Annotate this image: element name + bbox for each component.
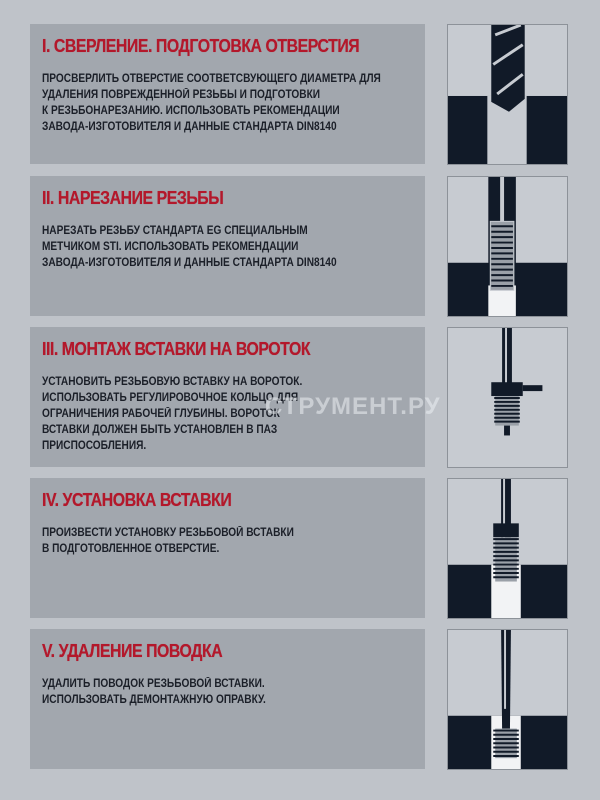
step-description-line: ЗАВОДА-ИЗГОТОВИТЕЛЯ И ДАННЫЕ СТАНДАРТА DIN8140 <box>42 121 337 133</box>
step-description-line: ОГРАНИЧЕНИЯ РАБОЧЕЙ ГЛУБИНЫ. ВОРОТОК <box>42 408 280 420</box>
step-panel <box>30 629 425 769</box>
step-description-line: ПРОИЗВЕСТИ УСТАНОВКУ РЕЗЬБОВОЙ ВСТАВКИ <box>42 527 294 539</box>
step-description-line: МЕТЧИКОМ STI. ИСПОЛЬЗОВАТЬ РЕКОМЕНДАЦИИ <box>42 241 299 253</box>
insert-installation-illustration <box>447 478 568 619</box>
step-description-line: ПРИСПОСОБЛЕНИЯ. <box>42 440 147 452</box>
step-title: II. НАРЕЗАНИЕ РЕЗЬБЫ <box>42 188 224 208</box>
tap-illustration <box>447 176 568 317</box>
watermark: СТРУМЕНТ.РУ <box>265 393 441 420</box>
step-title: V. УДАЛЕНИЕ ПОВОДКА <box>42 641 223 661</box>
step-description-line: УДАЛЕНИЯ ПОВРЕЖДЕННОЙ РЕЗЬБЫ И ПОДГОТОВКИ <box>42 89 321 101</box>
step-description-line: УСТАНОВИТЬ РЕЗЬБОВУЮ ВСТАВКУ НА ВОРОТОК. <box>42 376 303 388</box>
step-description-line: ИСПОЛЬЗОВАТЬ ДЕМОНТАЖНУЮ ОПРАВКУ. <box>42 694 266 706</box>
step-description-line: ЗАВОДА-ИЗГОТОВИТЕЛЯ И ДАННЫЕ СТАНДАРТА DIN8140 <box>42 257 337 269</box>
step-title: III. МОНТАЖ ВСТАВКИ НА ВОРОТОК <box>42 339 311 359</box>
drill-illustration <box>447 24 568 165</box>
insert-mounting-illustration <box>447 327 568 468</box>
step-panel <box>30 24 425 164</box>
step-description-line: УДАЛИТЬ ПОВОДОК РЕЗЬБОВОЙ ВСТАВКИ. <box>42 678 265 690</box>
step-description-line: ПРОСВЕРЛИТЬ ОТВЕРСТИЕ СООТВЕТСВУЮЩЕГО ДИАМЕТРА ДЛЯ <box>42 73 381 85</box>
step-title: I. СВЕРЛЕНИЕ. ПОДГОТОВКА ОТВЕРСТИЯ <box>42 36 360 56</box>
step-title: IV. УСТАНОВКА ВСТАВКИ <box>42 490 232 510</box>
step-description-line: ИСПОЛЬЗОВАТЬ РЕГУЛИРОВОЧНОЕ КОЛЬЦО ДЛЯ <box>42 392 299 404</box>
tang-removal-illustration <box>447 629 568 770</box>
step-description-line: В ПОДГОТОВЛЕННОЕ ОТВЕРСТИЕ. <box>42 543 220 555</box>
step-description-line: НАРЕЗАТЬ РЕЗЬБУ СТАНДАРТА EG СПЕЦИАЛЬНЫМ <box>42 225 308 237</box>
step-description-line: ВСТАВКИ ДОЛЖЕН БЫТЬ УСТАНОВЛЕН В ПАЗ <box>42 424 278 436</box>
step-panel <box>30 176 425 316</box>
step-panel <box>30 478 425 618</box>
step-description-line: К РЕЗЬБОНАРЕЗАНИЮ. ИСПОЛЬЗОВАТЬ РЕКОМЕНДАЦИИ <box>42 105 340 117</box>
